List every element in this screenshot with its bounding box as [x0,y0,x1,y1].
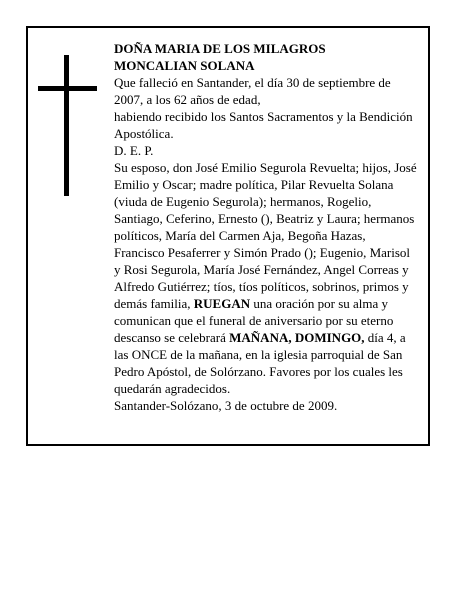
request-text-b: día 4, a las ONCE de la mañana, en la iglesia parroquial de San Pedro Apóstol, de Solórzano. Favores por los cuales les quedarán agradecidos. [114,330,406,396]
cross-horizontal-bar [38,86,97,91]
request-text-a: una oración por su alma y comunican que el funeral de aniversario por su eterno descanso se celebrará [114,296,394,345]
deceased-name-line1: DOÑA MARIA DE LOS MILAGROS [114,41,326,56]
deceased-name-line2: MONCALIAN SOLANA [114,58,255,73]
cross-vertical-bar [64,55,69,196]
rip-line: D. E. P. [114,143,154,158]
death-statement: Que falleció en Santander, el día 30 de septiembre de 2007, a los 62 años de edad, [114,75,391,107]
place-date: Santander-Solózano, 3 de octubre de 2009. [114,398,338,413]
manana-word: MAÑANA, DOMINGO, [229,330,365,345]
family-paragraph [114,159,418,397]
ruegan-word: RUEGAN [193,296,251,311]
family-list: Su esposo, don José Emilio Segurola Revuelta; hijos, José Emilio y Oscar; madre política, Pilar Revuelta Solana (viuda de Eugenio Segurola); hermanos, Rogelio, Santiago, Ceferino, Ernesto (), Beatriz y Laura; hermanos políticos, María del Carmen Aja, Begoña Hazas, Francisco Pesaferrer y Simón Prado (); Eugenio, Marisol y Rosi Segurola, María José Fernández, Angel Correas y Alfredo Gutiérrez; tíos, tíos políticos, sobrinos, primos y demás familia, [114,160,417,311]
sacraments-statement: habiendo recibido los Santos Sacramentos y la Bendición Apostólica. [114,109,413,141]
obituary-text [114,40,418,414]
